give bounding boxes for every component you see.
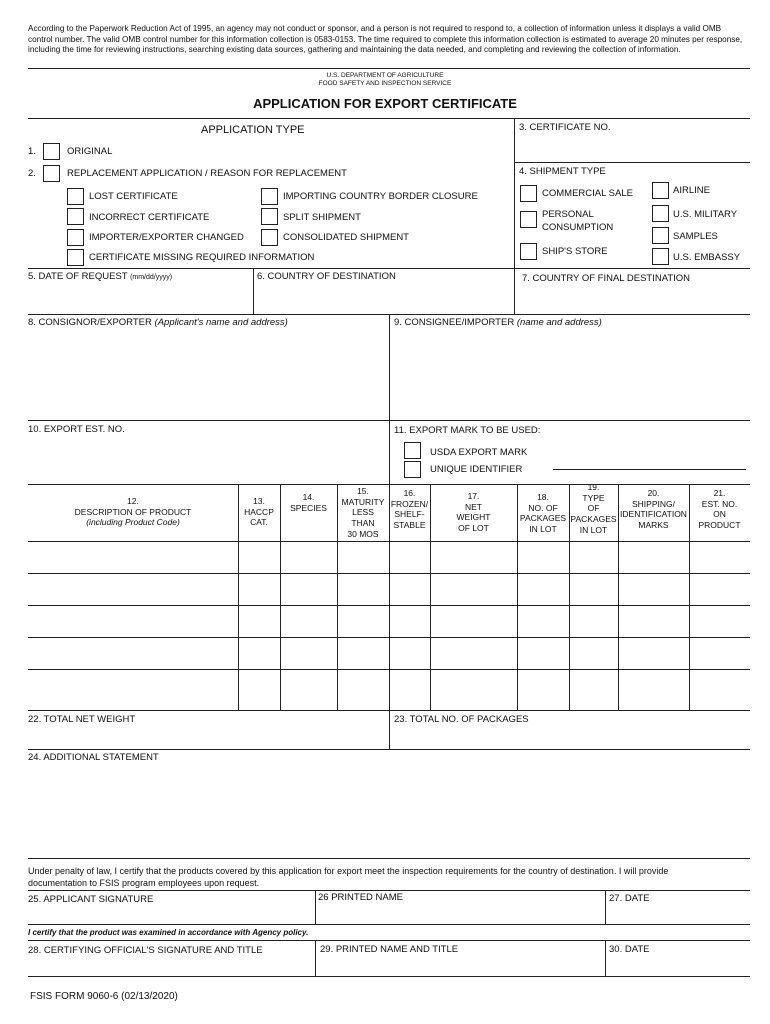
grid-line: [514, 268, 515, 314]
date-format-hint: (mm/dd/yyyy): [130, 274, 173, 281]
grid-line: [28, 541, 750, 542]
option-1-number: 1.: [28, 146, 36, 157]
shipment-type-heading: 4. SHIPMENT TYPE: [519, 166, 606, 177]
col-text: FROZEN/: [390, 498, 429, 509]
col-text: OF LOT: [458, 522, 489, 533]
consignor-note: (Applicant's name and address): [154, 317, 288, 328]
grid-line: [315, 940, 316, 976]
grid-line: [315, 890, 316, 924]
printed-name-title-label: 29. PRINTED NAME AND TITLE: [320, 944, 459, 955]
official-signature-label: 28. CERTIFYING OFFICIAL'S SIGNATURE AND TITLE: [28, 945, 263, 956]
grid-line: [514, 118, 515, 268]
grid-line: [28, 940, 750, 941]
country-of-destination-label: 6. COUNTRY OF DESTINATION: [257, 271, 396, 282]
consolidated-shipment-checkbox[interactable]: [261, 229, 278, 246]
grid-line: [28, 976, 750, 977]
usda-export-mark-label: USDA EXPORT MARK: [430, 447, 528, 458]
total-packages-label: 23. TOTAL NO. OF PACKAGES: [394, 714, 529, 725]
ships-store-checkbox[interactable]: [520, 243, 537, 260]
col-header-shipping-marks: [618, 488, 689, 531]
consignee-label: [394, 317, 602, 328]
col-header-description: [28, 496, 238, 528]
col-text: PACKAGES: [519, 513, 567, 524]
col-text: 30 MOS: [347, 528, 379, 539]
col-number: 12.: [127, 496, 139, 506]
date-27-label: 27. DATE: [609, 893, 650, 904]
samples-label: SAMPLES: [673, 231, 718, 242]
penalty-statement-line-1: Under penalty of law, I certify that the products covered by this application for export meet the inspection requirements for the country of destination. I will provide: [28, 866, 669, 876]
date-of-request-label: [28, 271, 172, 282]
col-header-net-weight: [430, 491, 517, 534]
col-header-maturity: [337, 486, 389, 539]
replacement-label: REPLACEMENT APPLICATION / REASON FOR REPLACEMENT: [67, 168, 347, 179]
option-2-number: 2.: [28, 168, 36, 179]
col-number: 14.: [302, 492, 315, 502]
col-header-frozen: [389, 488, 430, 531]
col-text: SHIPPING/: [632, 498, 675, 509]
col-number: 16.: [403, 488, 416, 498]
col-number: 15.: [357, 486, 369, 496]
col-text: HACCP: [244, 506, 274, 517]
form-identifier: FSIS FORM 9060-6 (02/13/2020): [30, 991, 178, 1002]
paperwork-notice: According to the Paperwork Reduction Act of 1995, an agency may not conduct or sponsor, and a person is not required to respond to, a collection of information unless it displays a valid OMB control number. The valid OMB control number for this information collection is 0583-0153. The time required to complete this information collection is estimated to average 20 minutes per response, including the time for reviewing instructions, searching existing data sources, gathering and maintaining the data needed, and completing and reviewing the collection of information.: [28, 24, 743, 55]
col-text: EST. NO.: [701, 498, 738, 509]
consignor-text: 8. CONSIGNOR/EXPORTER: [28, 317, 152, 328]
col-text: THAN: [351, 517, 375, 528]
split-shipment-label: SPLIT SHIPMENT: [283, 212, 361, 223]
us-military-checkbox[interactable]: [652, 205, 669, 222]
grid-line: [28, 637, 750, 638]
date-of-request-text: 5. DATE OF REQUEST: [28, 271, 128, 282]
grid-line: [28, 573, 750, 574]
grid-line: [389, 314, 390, 484]
col-text: (including Product Code): [86, 517, 180, 528]
grid-line: [28, 268, 750, 269]
lost-certificate-checkbox[interactable]: [67, 188, 84, 205]
grid-line: [28, 858, 750, 859]
ships-store-label: SHIP'S STORE: [542, 246, 608, 257]
usda-export-mark-checkbox[interactable]: [404, 442, 421, 459]
consolidated-shipment-label: CONSOLIDATED SHIPMENT: [283, 232, 409, 243]
border-closure-label: IMPORTING COUNTRY BORDER CLOSURE: [283, 191, 478, 202]
incorrect-certificate-label: INCORRECT CERTIFICATE: [89, 212, 210, 223]
col-number: 21.: [713, 488, 726, 498]
export-mark-heading: 11. EXPORT MARK TO BE USED:: [394, 425, 541, 436]
missing-info-checkbox[interactable]: [67, 249, 84, 266]
applicant-signature-label: 25. APPLICANT SIGNATURE: [28, 894, 154, 905]
country-of-final-destination-label: 7. COUNTRY OF FINAL DESTINATION: [522, 273, 691, 284]
grid-line: [389, 710, 390, 749]
airline-label: AIRLINE: [673, 185, 710, 196]
grid-line: [28, 118, 750, 119]
grid-line: [28, 890, 750, 891]
col-text: OF: [587, 503, 600, 514]
airline-checkbox[interactable]: [652, 182, 669, 199]
col-header-package-type: [569, 482, 618, 535]
certificate-number-label: 3. CERTIFICATE NO.: [519, 122, 611, 133]
col-text: PRODUCT: [698, 519, 741, 530]
agency-line-1: U.S. DEPARTMENT OF AGRICULTURE: [326, 72, 444, 79]
unique-identifier-label: UNIQUE IDENTIFIER: [430, 464, 523, 475]
samples-checkbox[interactable]: [652, 227, 669, 244]
col-text: MATURITY: [341, 496, 385, 507]
agency-certification-statement: I certify that the product was examined in accordance with Agency policy.: [28, 928, 309, 937]
col-text: LESS: [352, 507, 374, 518]
col-text: MARKS: [638, 519, 669, 530]
col-header-packages: [517, 492, 569, 535]
form-title: APPLICATION FOR EXPORT CERTIFICATE: [253, 96, 517, 111]
col-header-species: [280, 492, 337, 513]
application-type-heading: APPLICATION TYPE: [201, 124, 305, 136]
grid-line: [28, 749, 750, 750]
penalty-statement-line-2: documentation to FSIS program employees upon request.: [28, 878, 260, 888]
col-text: NET: [465, 501, 482, 512]
additional-statement-label: 24. ADDITIONAL STATEMENT: [28, 752, 159, 763]
replacement-checkbox[interactable]: [43, 165, 60, 182]
grid-line: [28, 669, 750, 670]
export-est-number-label: 10. EXPORT EST. NO.: [28, 424, 125, 435]
personal-consumption-checkbox[interactable]: [520, 211, 537, 228]
top-rule: [28, 68, 750, 69]
commercial-sale-label: COMMERCIAL SALE: [542, 188, 633, 199]
importer-changed-checkbox[interactable]: [67, 229, 84, 246]
grid-line: [514, 162, 750, 163]
original-checkbox[interactable]: [43, 143, 60, 160]
agency-line-2: FOOD SAFETY AND INSPECTION SERVICE: [318, 80, 452, 87]
grid-line: [28, 924, 750, 925]
consignee-text: 9. CONSIGNEE/IMPORTER: [394, 317, 515, 328]
total-net-weight-label: 22. TOTAL NET WEIGHT: [28, 714, 136, 725]
border-closure-checkbox[interactable]: [261, 188, 278, 205]
grid-line: [280, 484, 281, 710]
col-header-haccp: [238, 496, 280, 528]
col-number: 20.: [647, 488, 660, 498]
split-shipment-checkbox[interactable]: [261, 208, 278, 225]
col-text: WEIGHT: [456, 512, 491, 523]
col-number: 18.: [537, 492, 549, 502]
col-text: CAT.: [250, 517, 268, 528]
incorrect-certificate-checkbox[interactable]: [67, 208, 84, 225]
col-text: STABLE: [393, 519, 426, 530]
col-number: 13.: [253, 496, 265, 506]
lost-certificate-label: LOST CERTIFICATE: [89, 191, 178, 202]
importer-changed-label: IMPORTER/EXPORTER CHANGED: [89, 232, 244, 243]
personal-label: PERSONAL: [542, 209, 594, 220]
col-text: PACKAGES: [570, 513, 617, 524]
grid-line: [28, 605, 750, 606]
col-text: IN LOT: [529, 523, 557, 534]
unique-identifier-line[interactable]: [553, 469, 746, 470]
col-number: 17.: [467, 491, 480, 501]
consignor-label: [28, 317, 288, 328]
consignee-note: (name and address): [516, 317, 602, 328]
missing-info-label: CERTIFICATE MISSING REQUIRED INFORMATION: [89, 252, 315, 263]
col-text: SHELF-: [394, 509, 425, 520]
unique-identifier-checkbox[interactable]: [404, 461, 421, 478]
col-text: IDENTIFICATION: [620, 509, 687, 520]
original-label: ORIGINAL: [67, 146, 113, 157]
col-text: NO. OF: [528, 502, 558, 513]
printed-name-label: 26 PRINTED NAME: [318, 892, 403, 903]
grid-line: [253, 268, 254, 314]
col-header-est-on-product: [689, 488, 750, 531]
col-text: ON: [713, 509, 726, 520]
col-text: DESCRIPTION OF PRODUCT: [74, 506, 192, 517]
col-number: 19.: [587, 482, 600, 492]
col-text: TYPE: [582, 492, 605, 503]
us-embassy-label: U.S. EMBASSY: [673, 252, 741, 263]
grid-line: [605, 940, 606, 976]
col-text: IN LOT: [579, 524, 608, 535]
commercial-sale-checkbox[interactable]: [520, 185, 537, 202]
us-embassy-checkbox[interactable]: [652, 248, 669, 265]
date-30-label: 30. DATE: [609, 944, 650, 955]
col-text: SPECIES: [290, 502, 327, 513]
grid-line: [605, 890, 606, 924]
grid-line: [28, 420, 750, 421]
us-military-label: U.S. MILITARY: [673, 209, 738, 220]
consumption-label: CONSUMPTION: [542, 222, 614, 233]
